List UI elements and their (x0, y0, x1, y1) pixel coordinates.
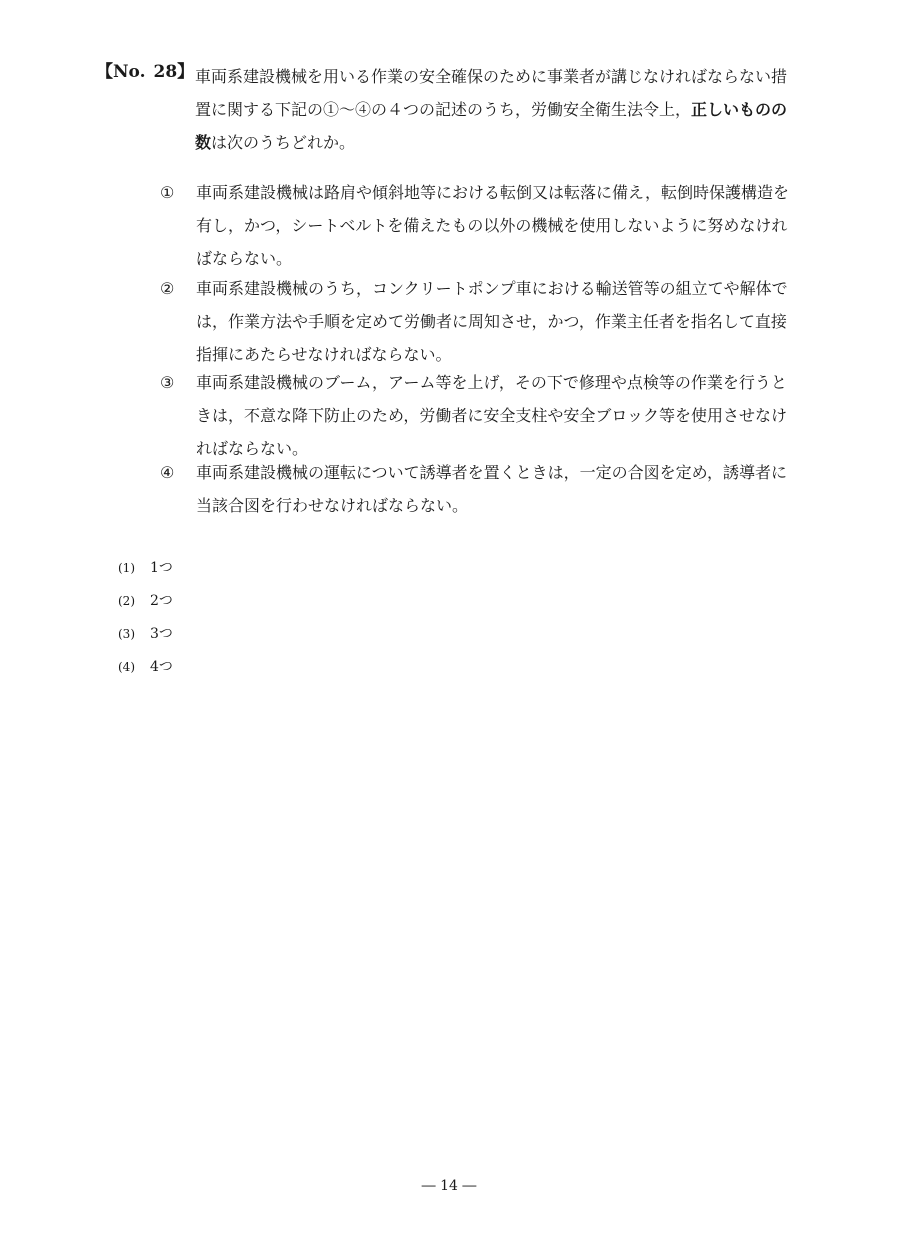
option-number: (4) (118, 660, 135, 674)
option-text: 1つ (150, 560, 173, 576)
statement-mark: ① (160, 183, 175, 202)
statement-mark: ④ (160, 463, 175, 482)
option-number: (2) (118, 594, 135, 608)
statement-1 (160, 176, 800, 275)
question-stem (195, 60, 800, 159)
question-stem-part1: 車両系建設機械を用いる作業の安全確保のために事業者が講じなければならない措置に関する下記の①～④の４つの記述のうち，労働安全衛生法令上， (195, 67, 788, 119)
option-text: 4つ (150, 659, 173, 675)
option-number: (3) (118, 627, 135, 641)
answer-option-3[interactable] (118, 618, 173, 651)
statement-4 (160, 456, 800, 522)
page-number: ― 14 ― (421, 1178, 477, 1194)
answer-option-1[interactable] (118, 552, 173, 585)
option-text: 2つ (150, 593, 173, 609)
statement-text: 車両系建設機械のうち，コンクリートポンプ車における輸送管等の組立てや解体では，作業方法や手順を定めて労働者に周知させ，かつ，作業主任者を指名して直接指揮にあたらせなければならない。 (196, 279, 788, 364)
statement-3 (160, 366, 800, 465)
question-number: 28】 (153, 62, 195, 82)
statement-mark: ③ (160, 373, 175, 392)
statement-text: 車両系建設機械は路肩や傾斜地等における転倒又は転落に備え，転倒時保護構造を有し，かつ，シートベルトを備えたもの以外の機械を使用しないように努めなければならない。 (196, 183, 789, 268)
question-stem-emphasis: 正しいものの数 (195, 100, 788, 152)
question-label (96, 60, 194, 84)
question-prefix: 【No. (96, 62, 146, 82)
statement-mark: ② (160, 279, 175, 298)
statement-text: 車両系建設機械のブーム，アーム等を上げ，その下で修理や点検等の作業を行うときは，不意な降下防止のため，労働者に安全支柱や安全ブロック等を使用させなければならない。 (196, 373, 788, 458)
statement-text: 車両系建設機械の運転について誘導者を置くときは，一定の合図を定め，誘導者に当該合図を行わせなければならない。 (196, 463, 788, 515)
statement-2 (160, 272, 800, 371)
question-stem-part2: は次のうちどれか。 (211, 133, 356, 152)
answer-option-4[interactable] (118, 651, 173, 684)
option-number: (1) (118, 561, 135, 575)
answer-options (118, 552, 173, 684)
answer-option-2[interactable] (118, 585, 173, 618)
option-text: 3つ (150, 626, 173, 642)
